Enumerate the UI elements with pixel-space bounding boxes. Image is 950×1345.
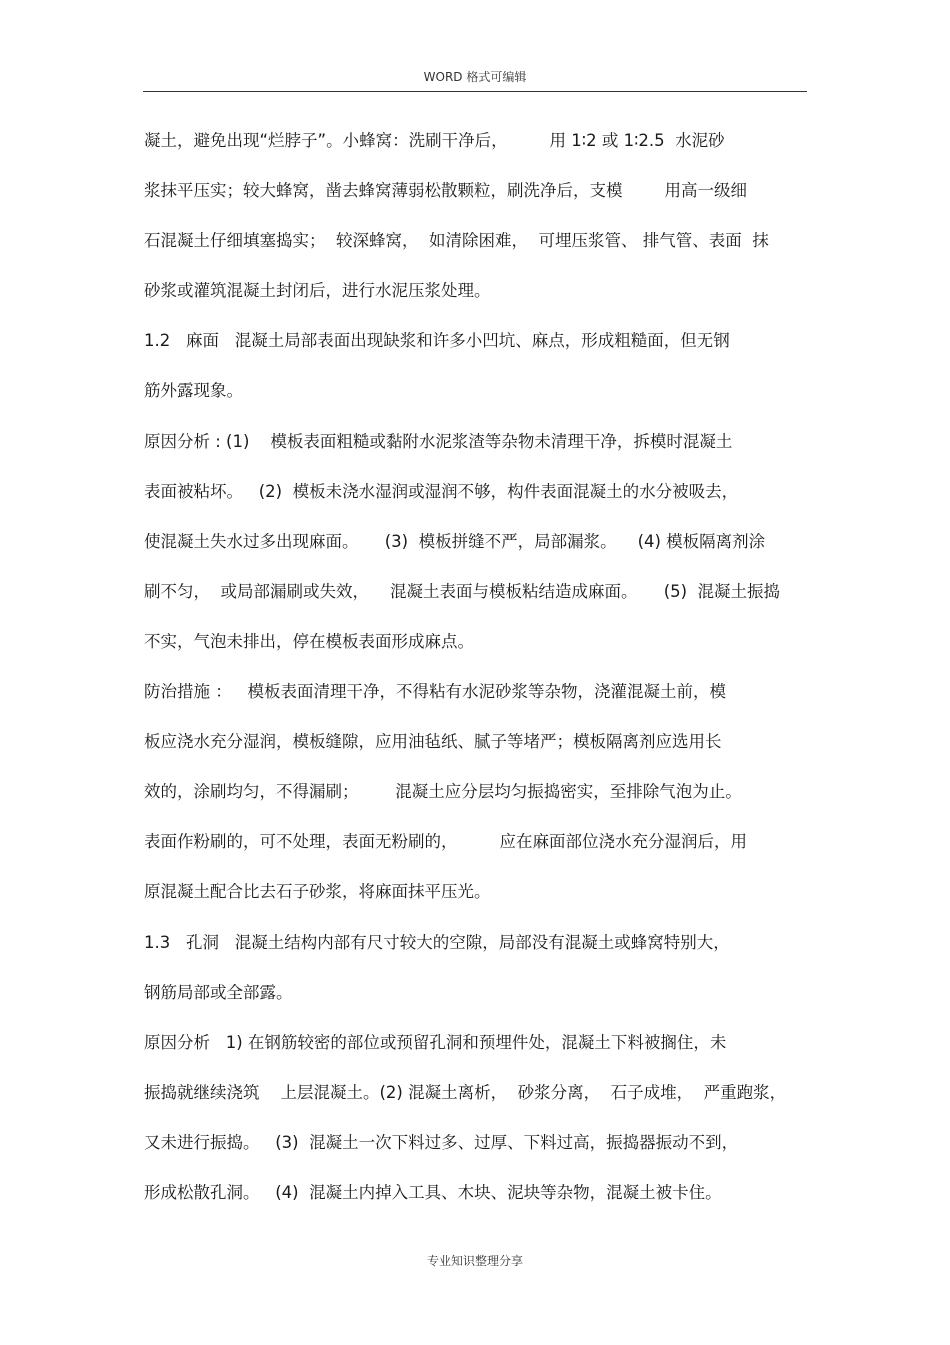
page-footer: 专业知识整理分享 xyxy=(426,1254,523,1268)
text-line: 筋外露现象。 xyxy=(144,381,243,401)
text-line: 石混凝土仔细填塞捣实； 较深蜂窝， 如清除困难， 可埋压浆管、 排气管、表面 抹 xyxy=(144,231,769,251)
section-heading-1-2: 1.2 麻面 混凝土局部表面出现缺浆和许多小凹坑、麻点，形成粗糙面，但无钢 xyxy=(144,331,730,351)
header-divider xyxy=(143,91,807,92)
text-line: 浆抹平压实；较大蜂窝，凿去蜂窝薄弱松散颗粒，刷洗净后，支模 用高一级细 xyxy=(144,181,747,201)
text-line: 原混凝土配合比去石子砂浆，将麻面抹平压光。 xyxy=(144,882,491,902)
text-line: 不实，气泡未排出，停在模板表面形成麻点。 xyxy=(144,631,474,651)
text-line: 又未进行振捣。 (3) 混凝土一次下料过多、过厚、下料过高，振捣器振动不到， xyxy=(144,1132,739,1152)
page-header: WORD 格式可编辑 xyxy=(423,70,527,84)
text-line: 钢筋局部或全部露。 xyxy=(144,982,293,1002)
text-line: 效的，涂刷均匀，不得漏刷； 混凝土应分层均匀振捣密实，至排除气泡为止。 xyxy=(144,782,742,802)
text-line: 使混凝土失水过多出现麻面。 (3) 模板拼缝不严，局部漏浆。 (4) 模板隔离剂涂 xyxy=(144,531,766,551)
text-line: 振捣就继续浇筑 上层混凝土。(2) 混凝土离析， 砂浆分离， 石子成堆， 严重跑浆， xyxy=(144,1082,787,1102)
text-line: 刷不匀， 或局部漏刷或失效， 混凝土表面与模板粘结造成麻面。 (5) 混凝土振捣 xyxy=(144,581,781,601)
text-line: 表面被粘坏。 (2) 模板未浇水湿润或湿润不够，构件表面混凝土的水分被吸去， xyxy=(144,481,739,501)
text-line: 原因分析 1) 在钢筋较密的部位或预留孔洞和预埋件处，混凝土下料被搁住，未 xyxy=(144,1032,727,1052)
text-line: 砂浆或灌筑混凝土封闭后，进行水泥压浆处理。 xyxy=(144,281,491,301)
section-heading-1-3: 1.3 孔洞 混凝土结构内部有尺寸较大的空隙，局部没有混凝土或蜂窝特别大， xyxy=(144,932,730,952)
text-line: 板应浇水充分湿润，模板缝隙，应用油毡纸、腻子等堵严；模板隔离剂应选用长 xyxy=(144,732,722,752)
document-body xyxy=(144,126,808,1228)
text-line: 表面作粉刷的，可不处理，表面无粉刷的， 应在麻面部位浇水充分湿润后，用 xyxy=(144,832,747,852)
text-line: 凝土，避免出现“烂脖子”。小蜂窝：洗刷干净后， 用 1∶2 或 1∶2.5 水泥砂 xyxy=(144,131,725,150)
text-line: 形成松散孔洞。 (4) 混凝土内掉入工具、木块、泥块等杂物，混凝土被卡住。 xyxy=(144,1182,722,1202)
text-line: 防治措施 ： 模板表面清理干净，不得粘有水泥砂浆等杂物，浇灌混凝土前，模 xyxy=(144,682,726,702)
text-line: 原因分析 : (1) 模板表面粗糙或黏附水泥浆渣等杂物未清理干净，拆模时混凝土 xyxy=(144,431,733,451)
